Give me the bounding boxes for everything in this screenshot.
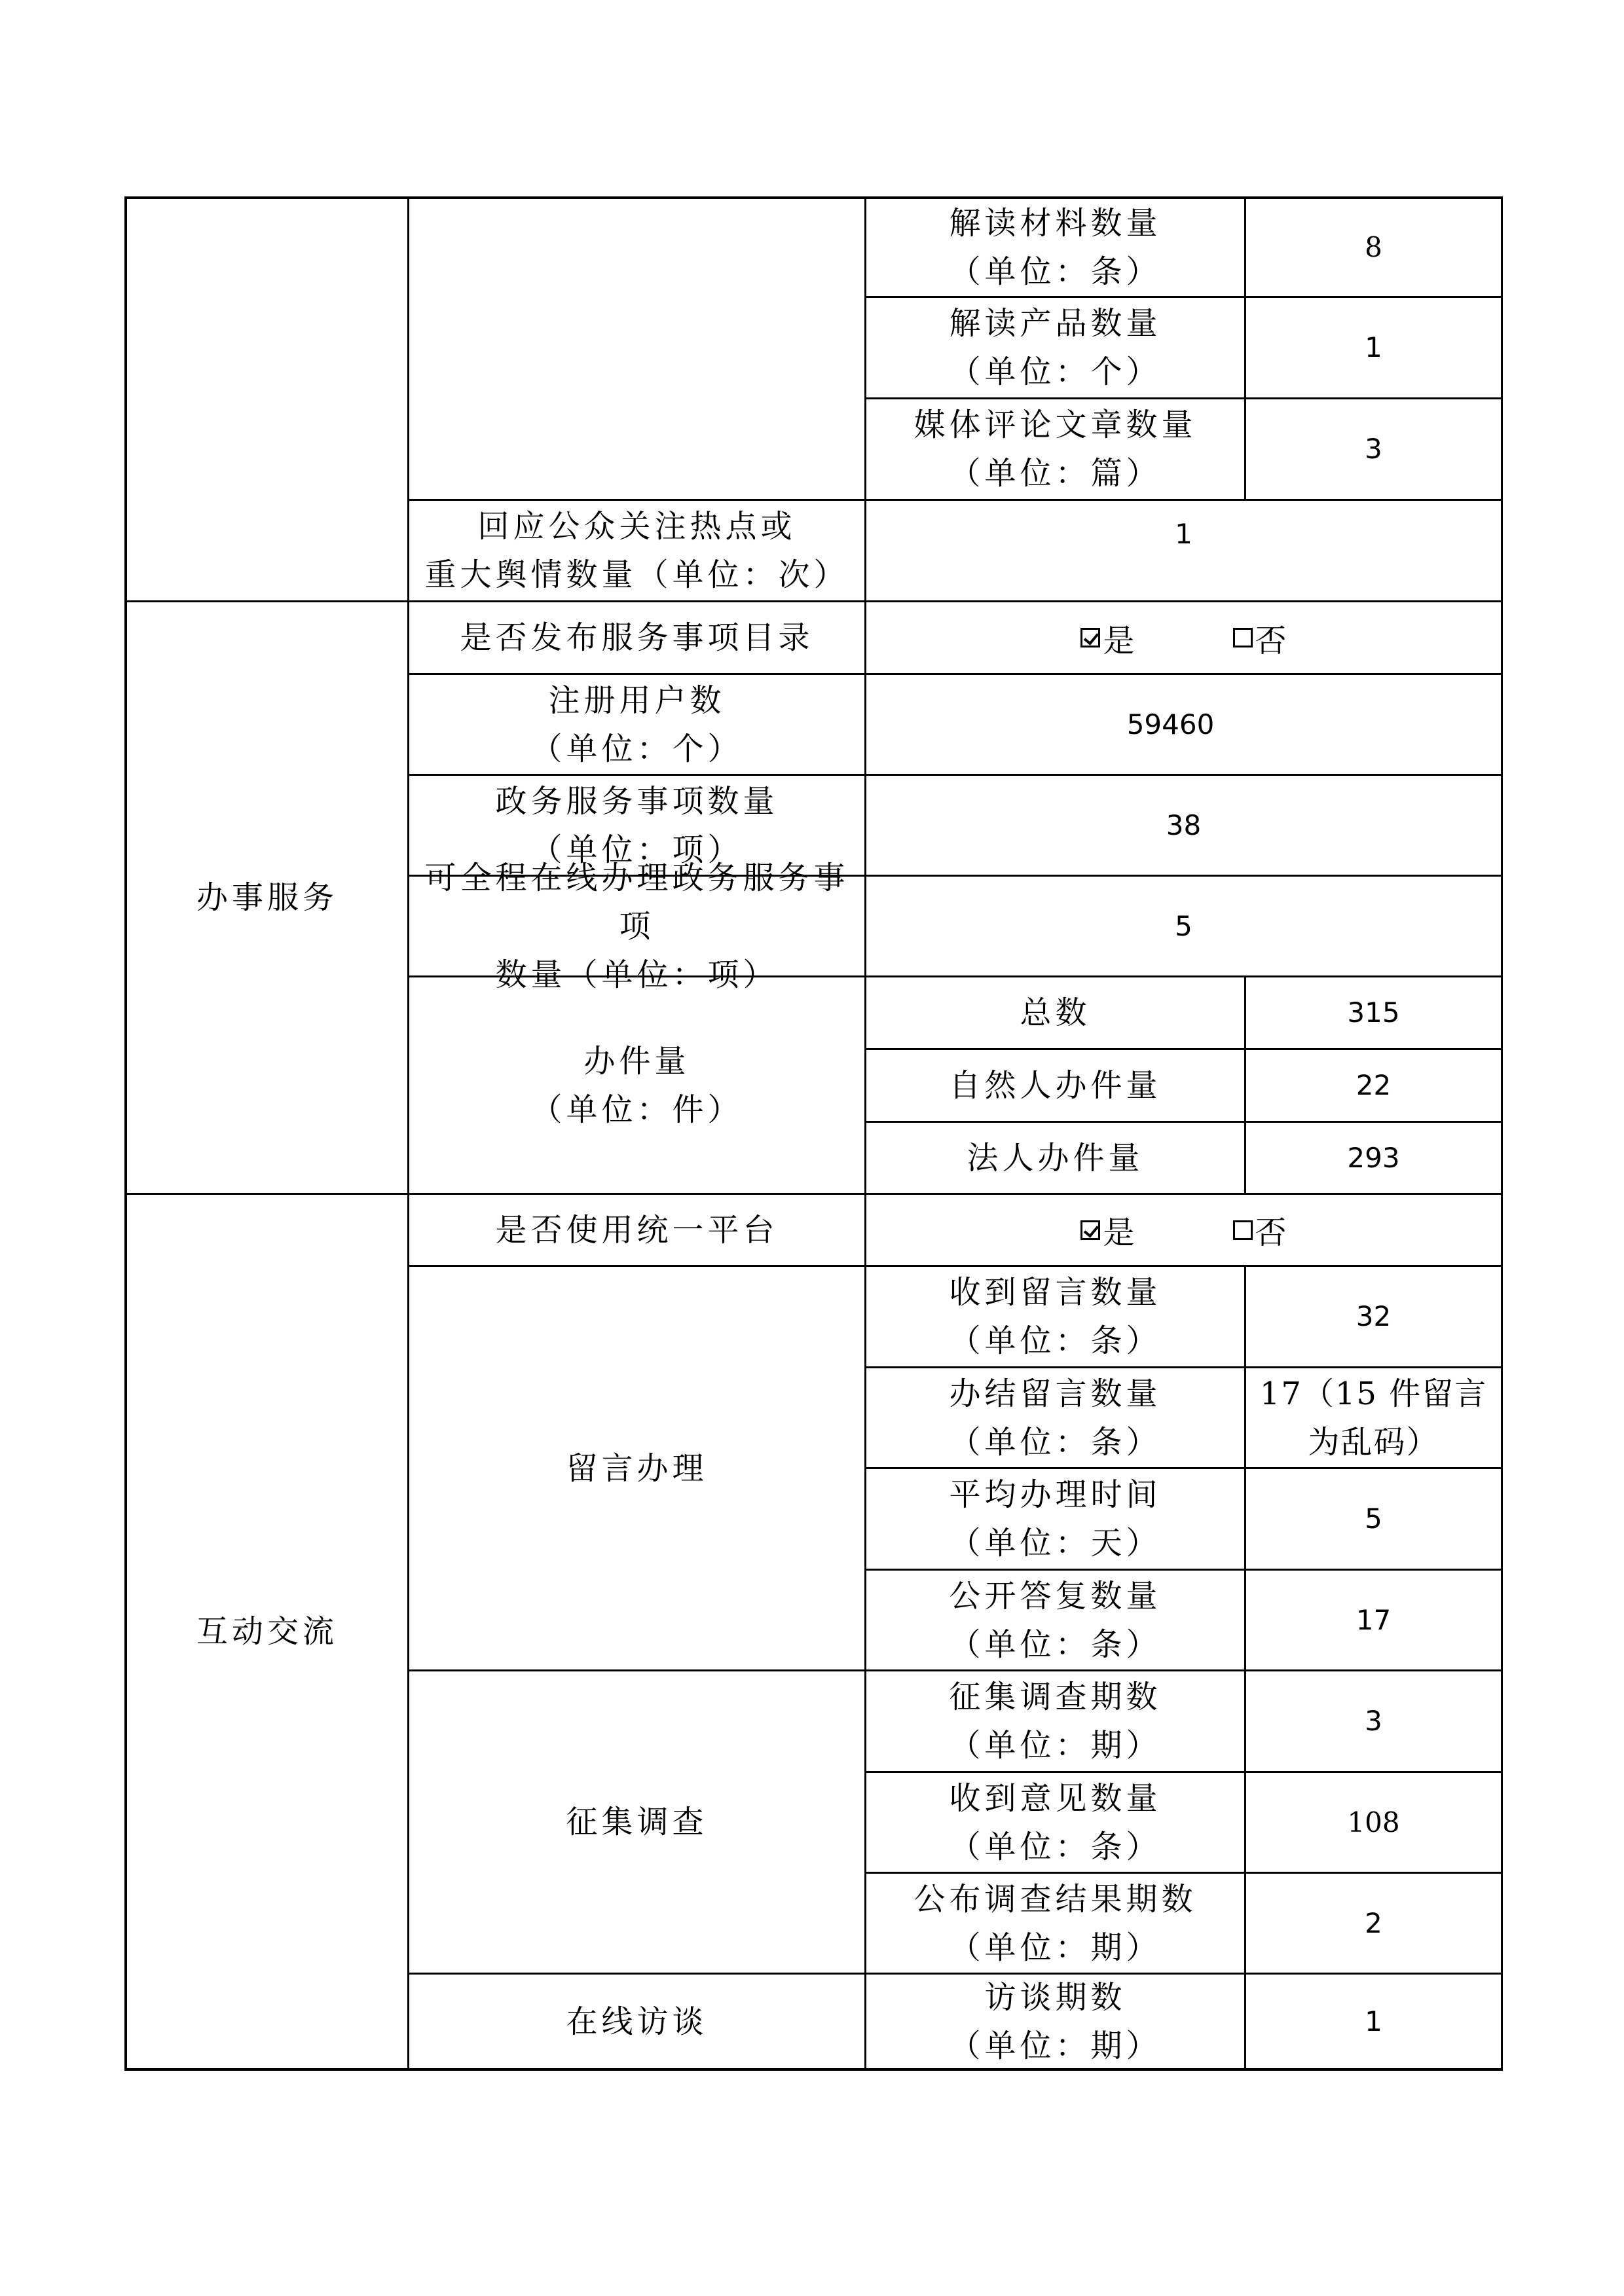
opinions-received-value: 108: [1347, 1806, 1400, 1838]
messages-closed-value: 17（15 件留言 为乱码）: [1259, 1375, 1488, 1461]
registered-users-value: 59460: [1126, 708, 1215, 740]
online-interview-group: 在线访谈: [566, 2003, 708, 2040]
public-replies-value: 17: [1356, 1603, 1392, 1636]
legal-person-label: 法人办件量: [967, 1139, 1144, 1176]
online-items-value: 5: [1175, 909, 1192, 942]
messages-closed-label: 办结留言数量 （单位：条）: [949, 1375, 1162, 1461]
checked-box-icon: [1080, 1220, 1100, 1240]
registered-users-label: 注册用户数 （单位：个）: [530, 682, 743, 767]
survey-results-label: 公布调查结果期数 （单位：期）: [913, 1880, 1197, 1966]
avg-time-label: 平均办理时间 （单位：天）: [949, 1476, 1162, 1561]
interpret-product-label: 解读产品数量 （单位：个）: [949, 305, 1162, 390]
publish-no-option[interactable]: 否: [1233, 615, 1287, 661]
unified-platform-label: 是否使用统一平台: [495, 1211, 779, 1248]
avg-time-value: 5: [1365, 1503, 1382, 1535]
survey-group: 征集调查: [566, 1804, 708, 1840]
platform-no-option[interactable]: 否: [1233, 1207, 1287, 1252]
platform-yes-option[interactable]: 是: [1080, 1207, 1134, 1252]
grid-line: [1501, 196, 1503, 2071]
messages-received-value: 32: [1356, 1300, 1392, 1332]
interview-periods-value: 1: [1365, 2005, 1382, 2037]
interpret-material-label: 解读材料数量 （单位：条）: [949, 204, 1162, 290]
interview-periods-label: 访谈期数 （单位：期）: [949, 1978, 1162, 2064]
online-items-label: 可全程在线办理政务服务事项 数量（单位：项）: [424, 859, 849, 993]
survey-periods-label: 征集调查期数 （单位：期）: [949, 1679, 1162, 1764]
unchecked-box-icon: [1233, 1220, 1253, 1240]
publish-directory-label: 是否发布服务事项目录: [460, 619, 814, 656]
messages-received-label: 收到留言数量 （单位：条）: [949, 1274, 1162, 1359]
opinions-received-label: 收到意见数量 （单位：条）: [949, 1779, 1162, 1865]
unchecked-box-icon: [1233, 628, 1253, 647]
survey-results-value: 2: [1365, 1906, 1382, 1939]
unified-platform-choice: [866, 1195, 1501, 1265]
public-response-value: 1: [1175, 518, 1192, 550]
category-interaction: 互动交流: [196, 1613, 338, 1650]
checked-box-icon: [1080, 628, 1100, 647]
legal-person-value: 293: [1347, 1141, 1400, 1174]
category-service: 办事服务: [196, 879, 338, 916]
case-total-value: 315: [1347, 996, 1400, 1029]
publish-directory-choice: [866, 602, 1501, 673]
interpret-product-value: 1: [1365, 331, 1382, 363]
media-article-label: 媒体评论文章数量 （单位：篇）: [913, 407, 1197, 492]
natural-person-value: 22: [1356, 1069, 1392, 1101]
service-items-value: 38: [1166, 809, 1202, 841]
case-volume-label: 办件量 （单位：件）: [530, 1042, 743, 1128]
publish-yes-option[interactable]: 是: [1080, 615, 1134, 661]
message-handling-group: 留言办理: [566, 1449, 708, 1487]
media-article-value: 3: [1365, 433, 1382, 465]
public-response-label: 回应公众关注热点或 重大舆情数量（单位：次）: [424, 508, 849, 593]
natural-person-label: 自然人办件量: [949, 1067, 1162, 1104]
survey-periods-value: 3: [1365, 1705, 1382, 1737]
case-total-label: 总数: [1020, 994, 1091, 1031]
service-items-label: 政务服务事项数量 （单位：项）: [495, 782, 779, 868]
interpret-material-value: 8: [1365, 230, 1382, 263]
public-replies-label: 公开答复数量 （单位：条）: [949, 1577, 1162, 1663]
